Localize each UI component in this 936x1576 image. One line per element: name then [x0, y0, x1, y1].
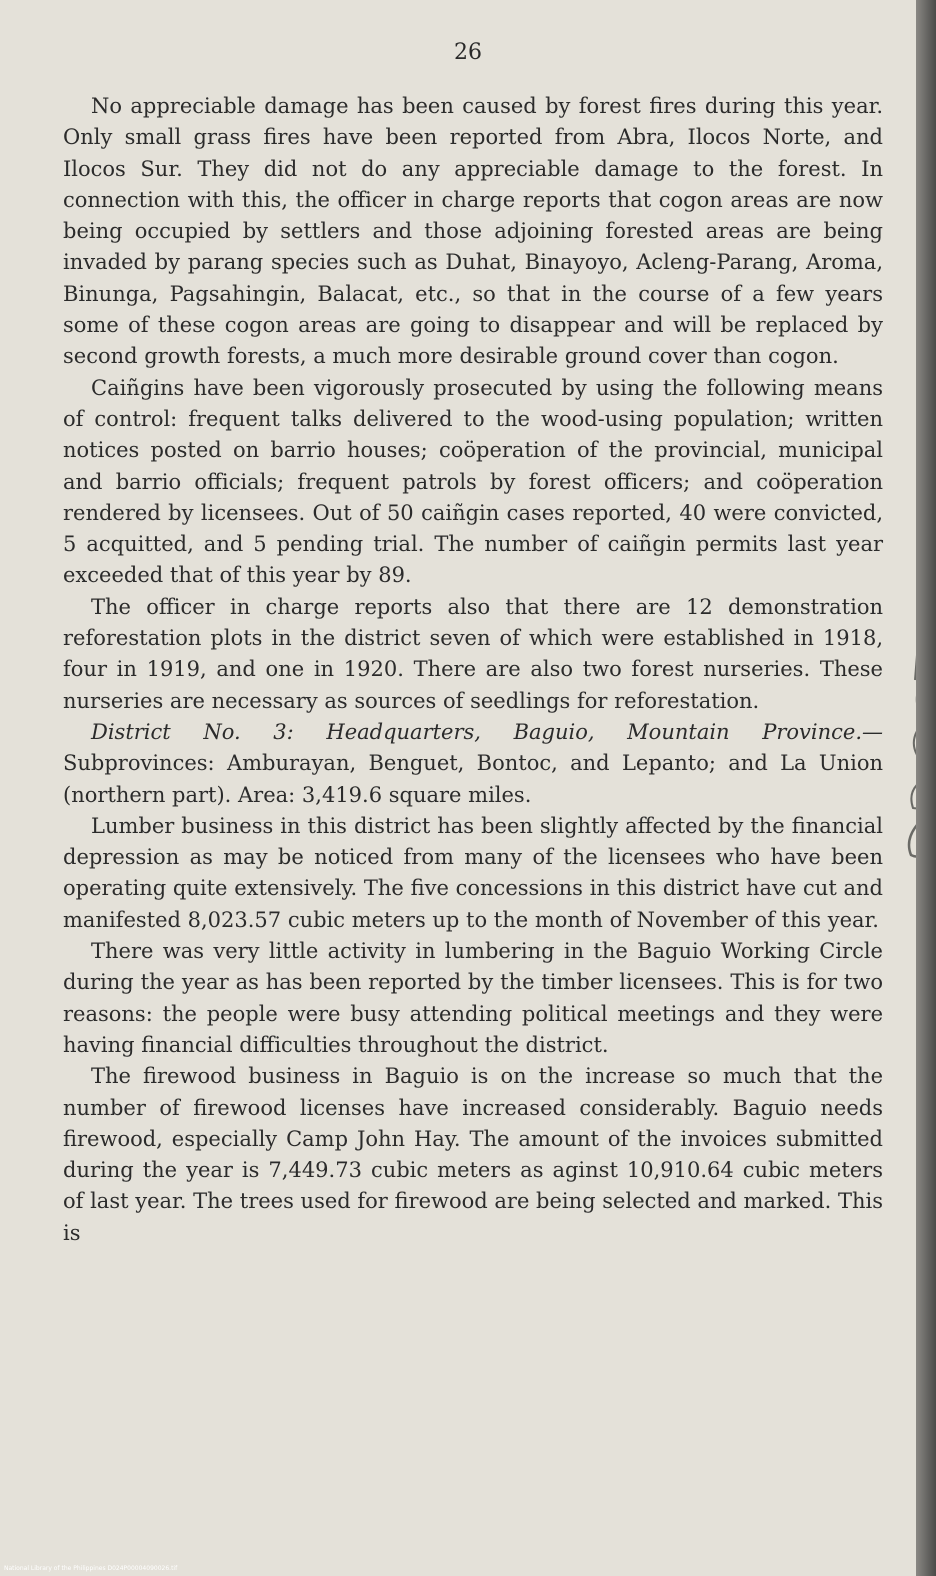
- district-heading: District No. 3: Headquarters, Baguio, Mountain Province.—: [91, 719, 883, 744]
- paragraph-caingins: Caiñgins have been vigorously prosecuted by using the following means of control: frequent talks delivered to the wood-using population; written notices posted on barrio houses; coöperation of the provincial, municipal and barrio officials; frequent patrols by forest officers; and coöperation rendered by licensees. Out of 50 caiñgin cases reported, 40 were convicted, 5 acquitted, and 5 pending trial. The number of caiñgin permits last year exceeded that of this year by 89.: [63, 375, 883, 588]
- scan-footer-stamp: National Library of the Philippines D024P00004090026.tif: [4, 1565, 178, 1572]
- paragraph-district-3: [63, 717, 883, 811]
- page-edge-shadow: [916, 0, 936, 1576]
- handwritten-margin-marks: [895, 650, 916, 870]
- page-body: [63, 91, 883, 1249]
- paragraph-baguio-working-circle: There was very little activity in lumbering in the Baguio Working Circle during the year as has been reported by the timber licensees. This is for two reasons: the people were busy attending political meetings and they were having financial difficulties throughout the district.: [63, 939, 883, 1057]
- paragraph-firewood: The firewood business in Baguio is on the increase so much that the number of firewood licenses have increased considerably. Baguio needs firewood, especially Camp John Hay. The amount of the invoices submitted during the year is 7,449.73 cubic meters as aginst 10,910.64 cubic meters of last year. The trees used for firewood are being selected and marked. This is: [63, 1064, 883, 1245]
- paragraph-lumber-business: Lumber business in this district has been slightly affected by the financial depression as may be noticed from many of the licensees who have been operating quite extensively. The five concessions in this district have cut and manifested 8,023.57 cubic meters up to the month of November of this year.: [63, 813, 883, 932]
- paragraph-forest-fires: No appreciable damage has been caused by forest fires during this year. Only small grass fires have been reported from Abra, Ilocos Norte, and Ilocos Sur. They did not do any appreciable damage to the forest. In connection with this, the officer in charge reports that cogon areas are now being occupied by settlers and those adjoining forested areas are being invaded by parang species such as Duhat, Binayoyo, Acleng-Parang, Aroma, Binunga, Pagsahingin, Balacat, etc., so that in the course of a few years some of these cogon areas are going to disappear and will be replaced by second growth forests, a much more desirable ground cover than cogon.: [63, 94, 883, 369]
- page-number: 26: [454, 40, 482, 65]
- district-details: Subprovinces: Amburayan, Benguet, Bontoc, and Lepanto; and La Union (northern part). Area: 3,419.6 square miles.: [63, 751, 883, 807]
- paragraph-reforestation: The officer in charge reports also that there are 12 demonstration reforestation plots in the district seven of which were established in 1918, four in 1919, and one in 1920. There are also two forest nurseries. These nurseries are necessary as sources of seedlings for reforestation.: [63, 594, 883, 713]
